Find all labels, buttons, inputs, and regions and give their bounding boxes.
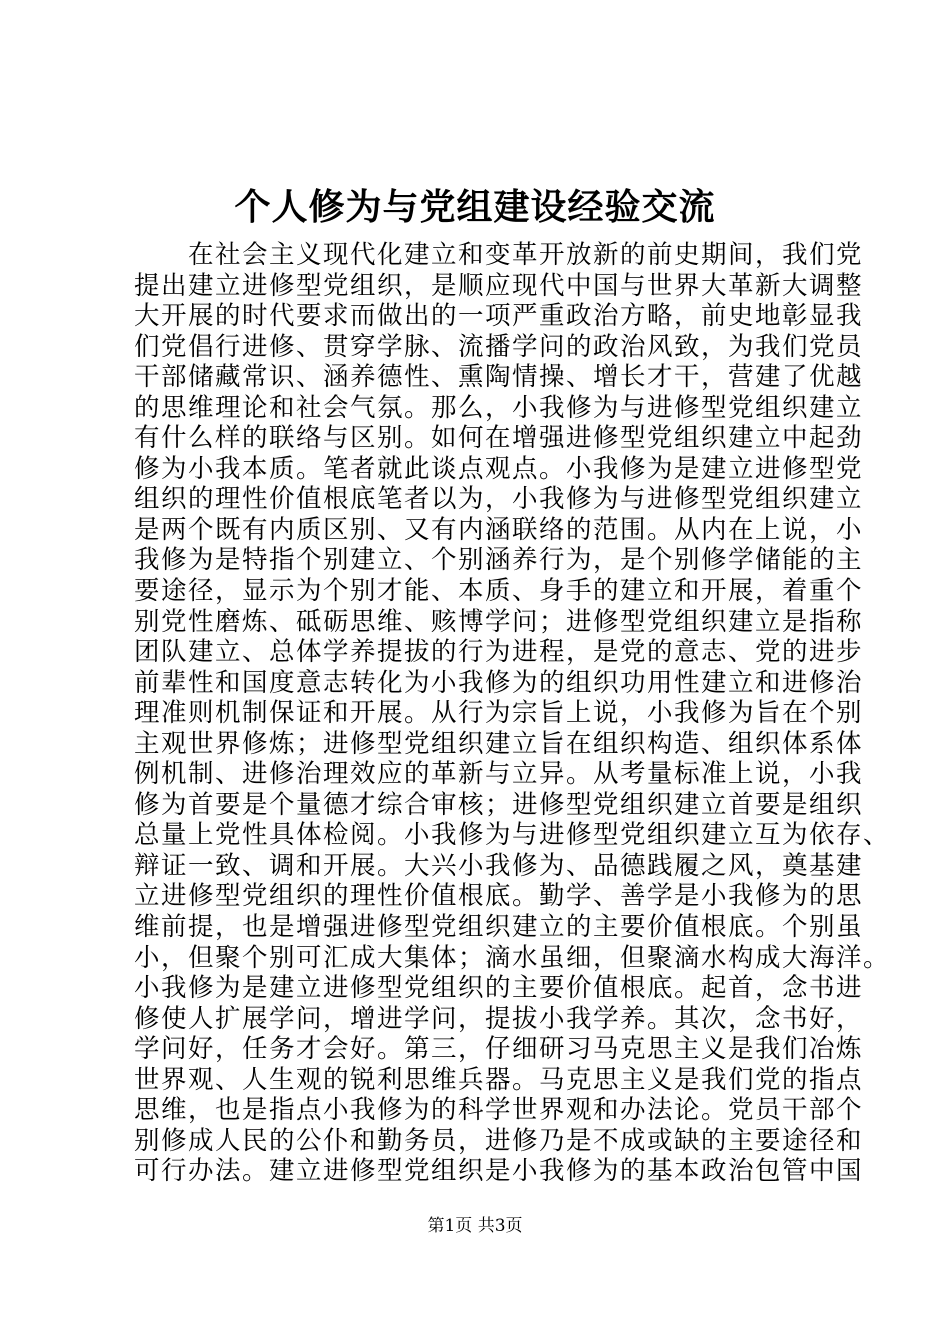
body-line: 思维，也是指点小我修为的科学世界观和办法论。党员干部个 bbox=[134, 1095, 864, 1126]
body-line: 是两个既有内质区别、又有内涵联络的范围。从内在上说，小 bbox=[134, 514, 864, 545]
body-line: 世界观、人生观的锐利思维兵器。马克思主义是我们党的指点 bbox=[134, 1064, 864, 1095]
body-line: 理准则机制保证和开展。从行为宗旨上说，小我修为旨在个别 bbox=[134, 698, 864, 729]
body-line: 修为小我本质。笔者就此谈点观点。小我修为是建立进修型党 bbox=[134, 453, 864, 484]
body-line: 修使人扩展学问，增进学问，提拔小我学养。其次，念书好， bbox=[134, 1003, 864, 1034]
body-line: 在社会主义现代化建立和变革开放新的前史期间，我们党 bbox=[134, 240, 864, 270]
body-line: 组织的理性价值根底笔者以为，小我修为与进修型党组织建立 bbox=[134, 484, 864, 515]
body-line: 别修成人民的公仆和勤务员，进修乃是不成或缺的主要途径和 bbox=[134, 1125, 864, 1156]
document-body bbox=[134, 240, 891, 1187]
body-line: 们党倡行进修、贯穿学脉、流播学问的政治风致，为我们党员 bbox=[134, 331, 864, 362]
page-footer: 第1页 共3页 bbox=[427, 1216, 523, 1236]
body-line: 别党性磨炼、砥砺思维、赅博学问；进修型党组织建立是指称 bbox=[134, 606, 864, 637]
document-title: 个人修为与党组建设经验交流 bbox=[234, 186, 716, 228]
body-line: 可行办法。建立进修型党组织是小我修为的基本政治包管中国 bbox=[134, 1156, 864, 1187]
body-line: 团队建立、总体学养提拔的行为进程，是党的意志、党的进步 bbox=[134, 637, 864, 668]
body-line: 提出建立进修型党组织，是顺应现代中国与世界大革新大调整 bbox=[134, 270, 864, 301]
body-line: 学问好，任务才会好。第三，仔细研习马克思主义是我们冶炼 bbox=[134, 1034, 864, 1065]
body-line: 主观世界修炼；进修型党组织建立旨在组织构造、组织体系体 bbox=[134, 728, 864, 759]
body-line: 维前提，也是增强进修型党组织建立的主要价值根底。个别虽 bbox=[134, 912, 864, 943]
body-line: 大开展的时代要求而做出的一项严重政治方略，前史地彰显我 bbox=[134, 301, 864, 332]
body-line: 干部储藏常识、涵养德性、熏陶情操、增长才干，营建了优越 bbox=[134, 362, 864, 393]
body-line: 辩证一致、调和开展。大兴小我修为、品德践履之风，奠基建 bbox=[134, 850, 864, 881]
body-line: 小我修为是建立进修型党组织的主要价值根底。起首，念书进 bbox=[134, 973, 864, 1004]
body-line: 前辈性和国度意志转化为小我修为的组织功用性建立和进修治 bbox=[134, 667, 864, 698]
body-line: 例机制、进修治理效应的革新与立异。从考量标准上说，小我 bbox=[134, 759, 864, 790]
body-line: 我修为是特指个别建立、个别涵养行为，是个别修学储能的主 bbox=[134, 545, 864, 576]
body-line: 总量上党性具体检阅。小我修为与进修型党组织建立互为依存、 bbox=[134, 820, 891, 851]
body-line: 修为首要是个量德才综合审核；进修型党组织建立首要是组织 bbox=[134, 789, 864, 820]
body-line: 有什么样的联络与区别。如何在增强进修型党组织建立中起劲 bbox=[134, 423, 864, 454]
body-line: 立进修型党组织的理性价值根底。勤学、善学是小我修为的思 bbox=[134, 881, 864, 912]
body-line: 小，但聚个别可汇成大集体；滴水虽细，但聚滴水构成大海洋。 bbox=[134, 942, 891, 973]
body-line: 要途径，显示为个别才能、本质、身手的建立和开展，着重个 bbox=[134, 576, 864, 607]
body-line: 的思维理论和社会气氛。那么，小我修为与进修型党组织建立 bbox=[134, 392, 864, 423]
